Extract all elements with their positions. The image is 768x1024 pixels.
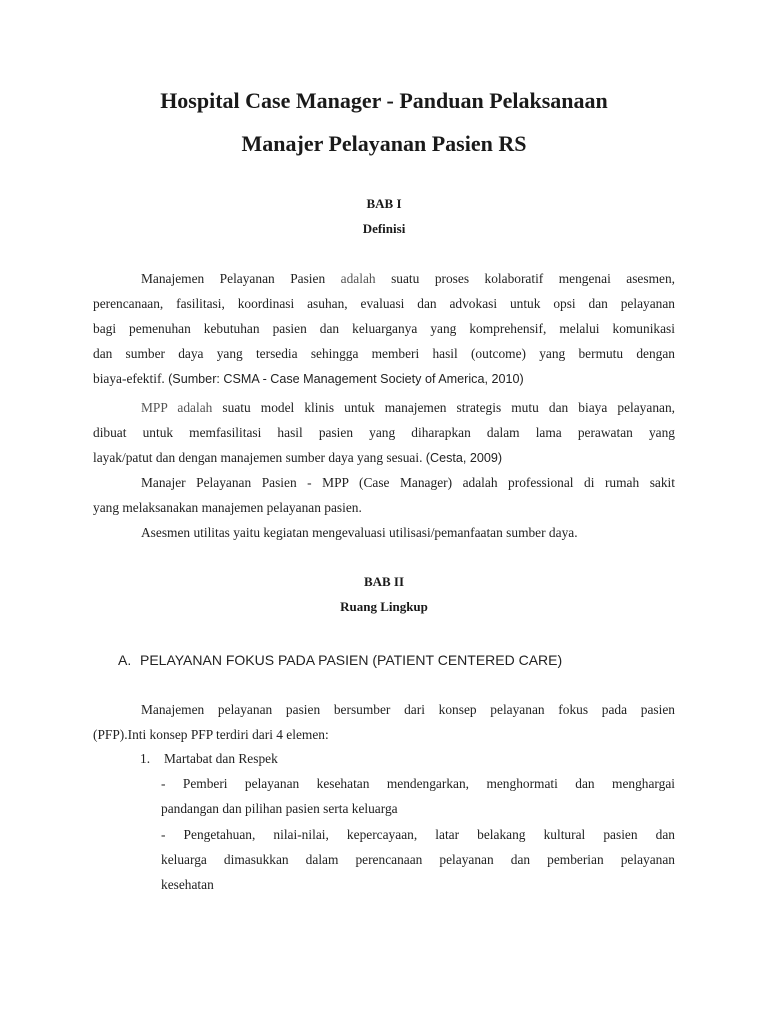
bab1-paragraph-2 [93,395,675,471]
item1-bullet-2 [161,822,675,897]
numbered-item-1 [140,750,278,768]
text-line: - Pengetahuan, nilai-nilai, kepercayaan, latar belakang kultural pasien dan [161,827,675,842]
bab1-paragraph-3 [93,470,675,520]
citation: (Cesta, 2009) [425,451,503,465]
document-title-line2: Manajer Pelayanan Pasien RS [241,131,527,156]
bab2-label: BAB II [363,574,405,589]
highlighted-word: MPP adalah [141,400,213,415]
text-line: keluarga dimasukkan dalam perencanaan pelayanan dan pemberian pelayanan [161,852,675,867]
bab1-subtitle: Definisi [362,221,406,236]
text-line: Asesmen utilitas yaitu kegiatan mengevaluasi utilisasi/pemanfaatan sumber daya. [141,525,578,540]
text-line: dan sumber daya yang tersedia sehingga memberi hasil (outcome) yang bermutu dengan [93,346,675,361]
citation: (Sumber: CSMA - Case Management Society of America, 2010) [168,372,524,386]
text-line: biaya-efektif. (Sumber: CSMA - Case Management Society of America, 2010) [93,371,524,386]
text-line: pandangan dan pilihan pasien serta keluarga [161,801,398,816]
bab1-label: BAB I [366,196,402,211]
text-line: - Pemberi pelayanan kesehatan mendengarkan, menghormati dan menghargai [161,776,675,791]
item-label: Martabat dan Respek [164,751,278,766]
text-line: Manajemen Pelayanan Pasien adalah suatu proses kolaboratif mengenai asesmen, [141,271,675,286]
text-line: kesehatan [161,877,214,892]
text-line: bagi pemenuhan kebutuhan pasien dan keluarganya yang komprehensif, melalui komunikasi [93,321,675,336]
item-number: 1. [140,751,151,766]
document-title-line1: Hospital Case Manager - Panduan Pelaksanaan [160,88,608,113]
text-line: dibuat untuk memfasilitasi hasil pasien yang diharapkan dalam lama perawatan yang [93,425,675,440]
text-line: Manajer Pelayanan Pasien - MPP (Case Manager) adalah professional di rumah sakit [141,475,675,490]
section-title: PELAYANAN FOKUS PADA PASIEN (PATIENT CENTERED CARE) [140,652,563,668]
text-line: Manajemen pelayanan pasien bersumber dari konsep pelayanan fokus pada pasien [141,702,675,717]
section-letter: A. [118,652,132,668]
text-line: perencanaan, fasilitasi, koordinasi asuhan, evaluasi dan advokasi untuk opsi dan pelayanan [93,296,675,311]
bab1-paragraph-1 [93,266,675,392]
bab2-intro-paragraph [93,697,675,747]
text-line: MPP adalah suatu model klinis untuk manajemen strategis mutu dan biaya pelayanan, [141,400,676,415]
highlighted-word: adalah [340,271,376,286]
text-line: (PFP).Inti konsep PFP terdiri dari 4 elemen: [93,727,329,742]
bab1-paragraph-4 [93,520,675,545]
text-line: layak/patut dan dengan manajemen sumber daya yang sesuai. (Cesta, 2009) [93,450,503,465]
section-a-heading [118,651,562,669]
bab2-subtitle: Ruang Lingkup [340,599,428,614]
item1-bullet-1 [161,771,675,821]
text-line: yang melaksanakan manajemen pelayanan pasien. [93,500,362,515]
